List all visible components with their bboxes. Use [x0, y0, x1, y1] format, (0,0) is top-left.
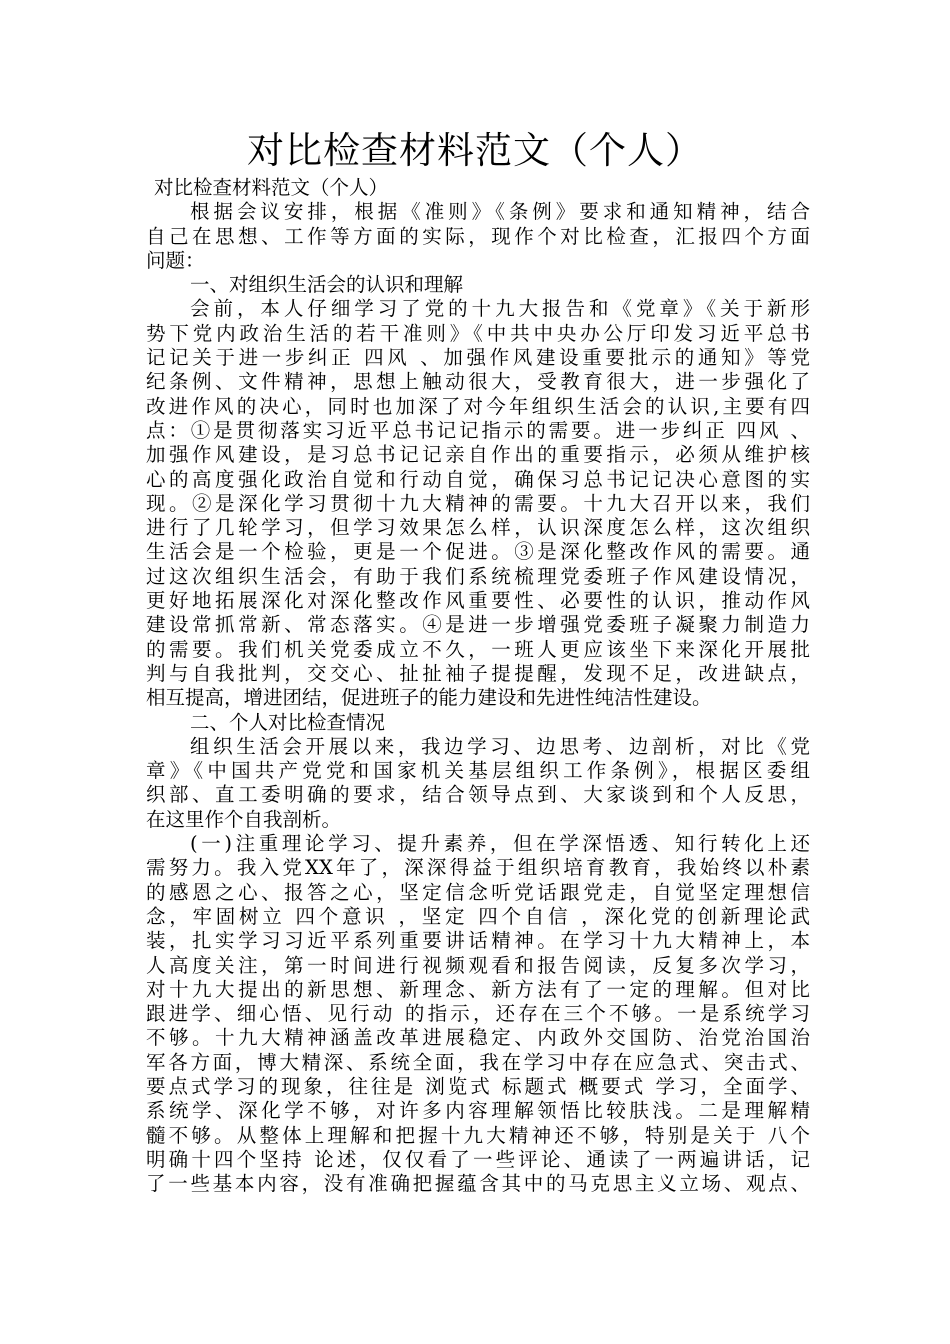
body-line: 在这里作个自我剖析。: [146, 807, 342, 831]
body-line: 明确十四个坚持 论述，仅仅看了一些评论、通读了一两遍讲话，记: [146, 1147, 810, 1171]
body-line: 判与自我批判，交交心、扯扯袖子提提醒，发现不足，改进缺点，: [146, 661, 810, 685]
body-line: 问题：: [146, 248, 205, 272]
body-line: 要点式学习的现象，往往是 浏览式 标题式 概要式 学习，全面学、: [146, 1074, 810, 1098]
body-line: 建设常抓常新、常态落实。④是进一步增强党委班子凝聚力制造力: [146, 613, 810, 637]
body-line: 对十九大提出的新思想、新理念、新方法有了一定的理解。但对比: [146, 977, 810, 1001]
body-line: 一、对组织生活会的认识和理解: [190, 273, 464, 297]
body-line: 不够。十九大精神涵盖改革进展稳定、内政外交国防、治党治国治: [146, 1026, 810, 1050]
body-line: 势下党内政治生活的若干准则》《中共中央办公厅印发习近平总书: [146, 321, 810, 345]
body-line: 的感恩之心、报答之心，坚定信念听党话跟党走，自觉坚定理想信: [146, 880, 810, 904]
body-line: 的需要。我们机关党委成立不久，一班人更应该坐下来深化开展批: [146, 637, 810, 661]
body-line: 跟进学、细心悟、见行动 的指示，还存在三个不够。一是系统学习: [146, 1002, 810, 1026]
body-line: 纪条例、文件精神，思想上触动很大，受教育很大，进一步强化了: [146, 370, 810, 394]
body-line: 念，牢固树立 四个意识 ，坚定 四个自信 ，深化党的创新理论武: [146, 904, 810, 928]
body-line: 系统学、深化学不够，对许多内容理解领悟比较肤浅。二是理解精: [146, 1099, 810, 1123]
body-line: 组织生活会开展以来，我边学习、边思考、边剖析，对比《党: [190, 734, 810, 758]
body-line: 根据会议安排，根据《准则》《条例》要求和通知精神，结合: [190, 200, 810, 224]
body-line: 心的高度强化政治自觉和行动自觉，确保习总书记记决心意图的实: [146, 467, 810, 491]
body-line: 过这次组织生活会，有助于我们系统梳理党委班子作风建设情况，: [146, 564, 810, 588]
body-line: 章》《中国共产党党和国家机关基层组织工作条例》，根据区委组: [146, 759, 810, 783]
body-line: 了一些基本内容，没有准确把握蕴含其中的马克思主义立场、观点、: [146, 1172, 810, 1196]
body-line: 装，扎实学习习近平系列重要讲话精神。在学习十九大精神上，本: [146, 929, 810, 953]
body-line: 现。②是深化学习贯彻十九大精神的需要。十九大召开以来，我们: [146, 491, 810, 515]
body-line: 进行了几轮学习，但学习效果怎么样，认识深度怎么样，这次组织: [146, 516, 810, 540]
body-line: 生活会是一个检验，更是一个促进。③是深化整改作风的需要。通: [146, 540, 810, 564]
body-line: (一)注重理论学习、提升素养，但在学深悟透、知行转化上还: [190, 832, 810, 856]
document-title: 对比检查材料范文（个人）: [247, 129, 703, 172]
body-line: 需努力。我入党XX年了，深深得益于组织培育教育，我始终以朴素: [146, 856, 810, 880]
body-line: 织部、直工委明确的要求，结合领导点到、大家谈到和个人反思，: [146, 783, 810, 807]
body-line: 加强作风建设，是习总书记记亲自作出的重要指示，必须从维护核: [146, 443, 810, 467]
body-line: 二、个人对比检查情况: [190, 710, 386, 734]
body-line: 相互提高，增进团结，促进班子的能力建设和先进性纯洁性建设。: [146, 686, 712, 710]
document-body: [146, 176, 810, 1196]
body-line: 更好地拓展深化对深化整改作风重要性、必要性的认识，推动作风: [146, 589, 810, 613]
body-line: 记记关于进一步纠正 四风 、加强作风建设重要批示的通知》等党: [146, 346, 810, 370]
body-line: 自己在思想、工作等方面的实际，现作个对比检查，汇报四个方面: [146, 224, 810, 248]
body-line: 对比检查材料范文（个人）: [154, 176, 389, 199]
body-line: 军各方面，博大精深、系统全面，我在学习中存在应急式、突击式、: [146, 1050, 810, 1074]
body-line: 人高度关注，第一时间进行视频观看和报告阅读，反复多次学习，: [146, 953, 810, 977]
body-line: 改进作风的决心，同时也加深了对今年组织生活会的认识,主要有四: [146, 394, 810, 418]
body-line: 髓不够。从整体上理解和把握十九大精神还不够，特别是关于 八个: [146, 1123, 810, 1147]
body-line: 会前，本人仔细学习了党的十九大报告和《党章》《关于新形: [190, 297, 810, 321]
body-line: 点：①是贯彻落实习近平总书记记指示的需要。进一步纠正 四风 、: [146, 418, 810, 442]
